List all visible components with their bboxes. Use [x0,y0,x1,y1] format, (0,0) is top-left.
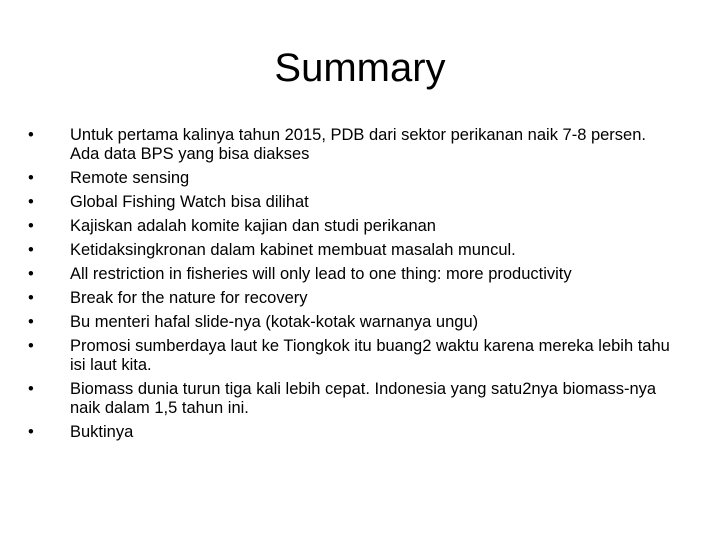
bullet-text: Promosi sumberdaya laut ke Tiongkok itu buang2 waktu karena mereka lebih tahu isi laut kita. [70,337,670,374]
bullet-item [28,193,678,212]
bullet-dot-icon [28,423,70,442]
bullet-dot-icon [28,169,70,188]
bullet-dot-icon [28,265,70,284]
bullet-dot-icon [28,337,70,356]
bullet-item [28,241,678,260]
bullet-item [28,126,678,164]
bullet-text: Ketidaksingkronan dalam kabinet membuat masalah muncul. [70,241,516,259]
bullet-dot-icon [28,193,70,212]
bullet-item [28,217,678,236]
bullet-text: Biomass dunia turun tiga kali lebih cepat. Indonesia yang satu2nya biomass-nya naik dalam 1,5 tahun ini. [70,380,657,417]
bullet-item [28,423,678,442]
bullet-text: All restriction in fisheries will only lead to one thing: more productivity [70,265,572,283]
bullet-item [28,337,678,375]
bullet-list [28,126,678,447]
bullet-item [28,313,678,332]
bullet-text: Kajiskan adalah komite kajian dan studi perikanan [70,217,436,235]
bullet-dot-icon [28,241,70,260]
bullet-dot-icon [28,380,70,399]
bullet-dot-icon [28,313,70,332]
bullet-text: Global Fishing Watch bisa dilihat [70,193,309,211]
bullet-text: Untuk pertama kalinya tahun 2015, PDB dari sektor perikanan naik 7-8 persen. Ada data BPS yang bisa diakses [70,126,646,163]
bullet-dot-icon [28,126,70,145]
bullet-item [28,265,678,284]
bullet-dot-icon [28,289,70,308]
bullet-item [28,380,678,418]
slide-title: Summary [274,46,446,90]
bullet-text: Remote sensing [70,169,190,187]
bullet-text: Buktinya [70,423,134,441]
bullet-item [28,289,678,308]
bullet-item [28,169,678,188]
bullet-text: Bu menteri hafal slide-nya (kotak-kotak warnanya ungu) [70,313,479,331]
bullet-dot-icon [28,217,70,236]
bullet-text: Break for the nature for recovery [70,289,308,307]
